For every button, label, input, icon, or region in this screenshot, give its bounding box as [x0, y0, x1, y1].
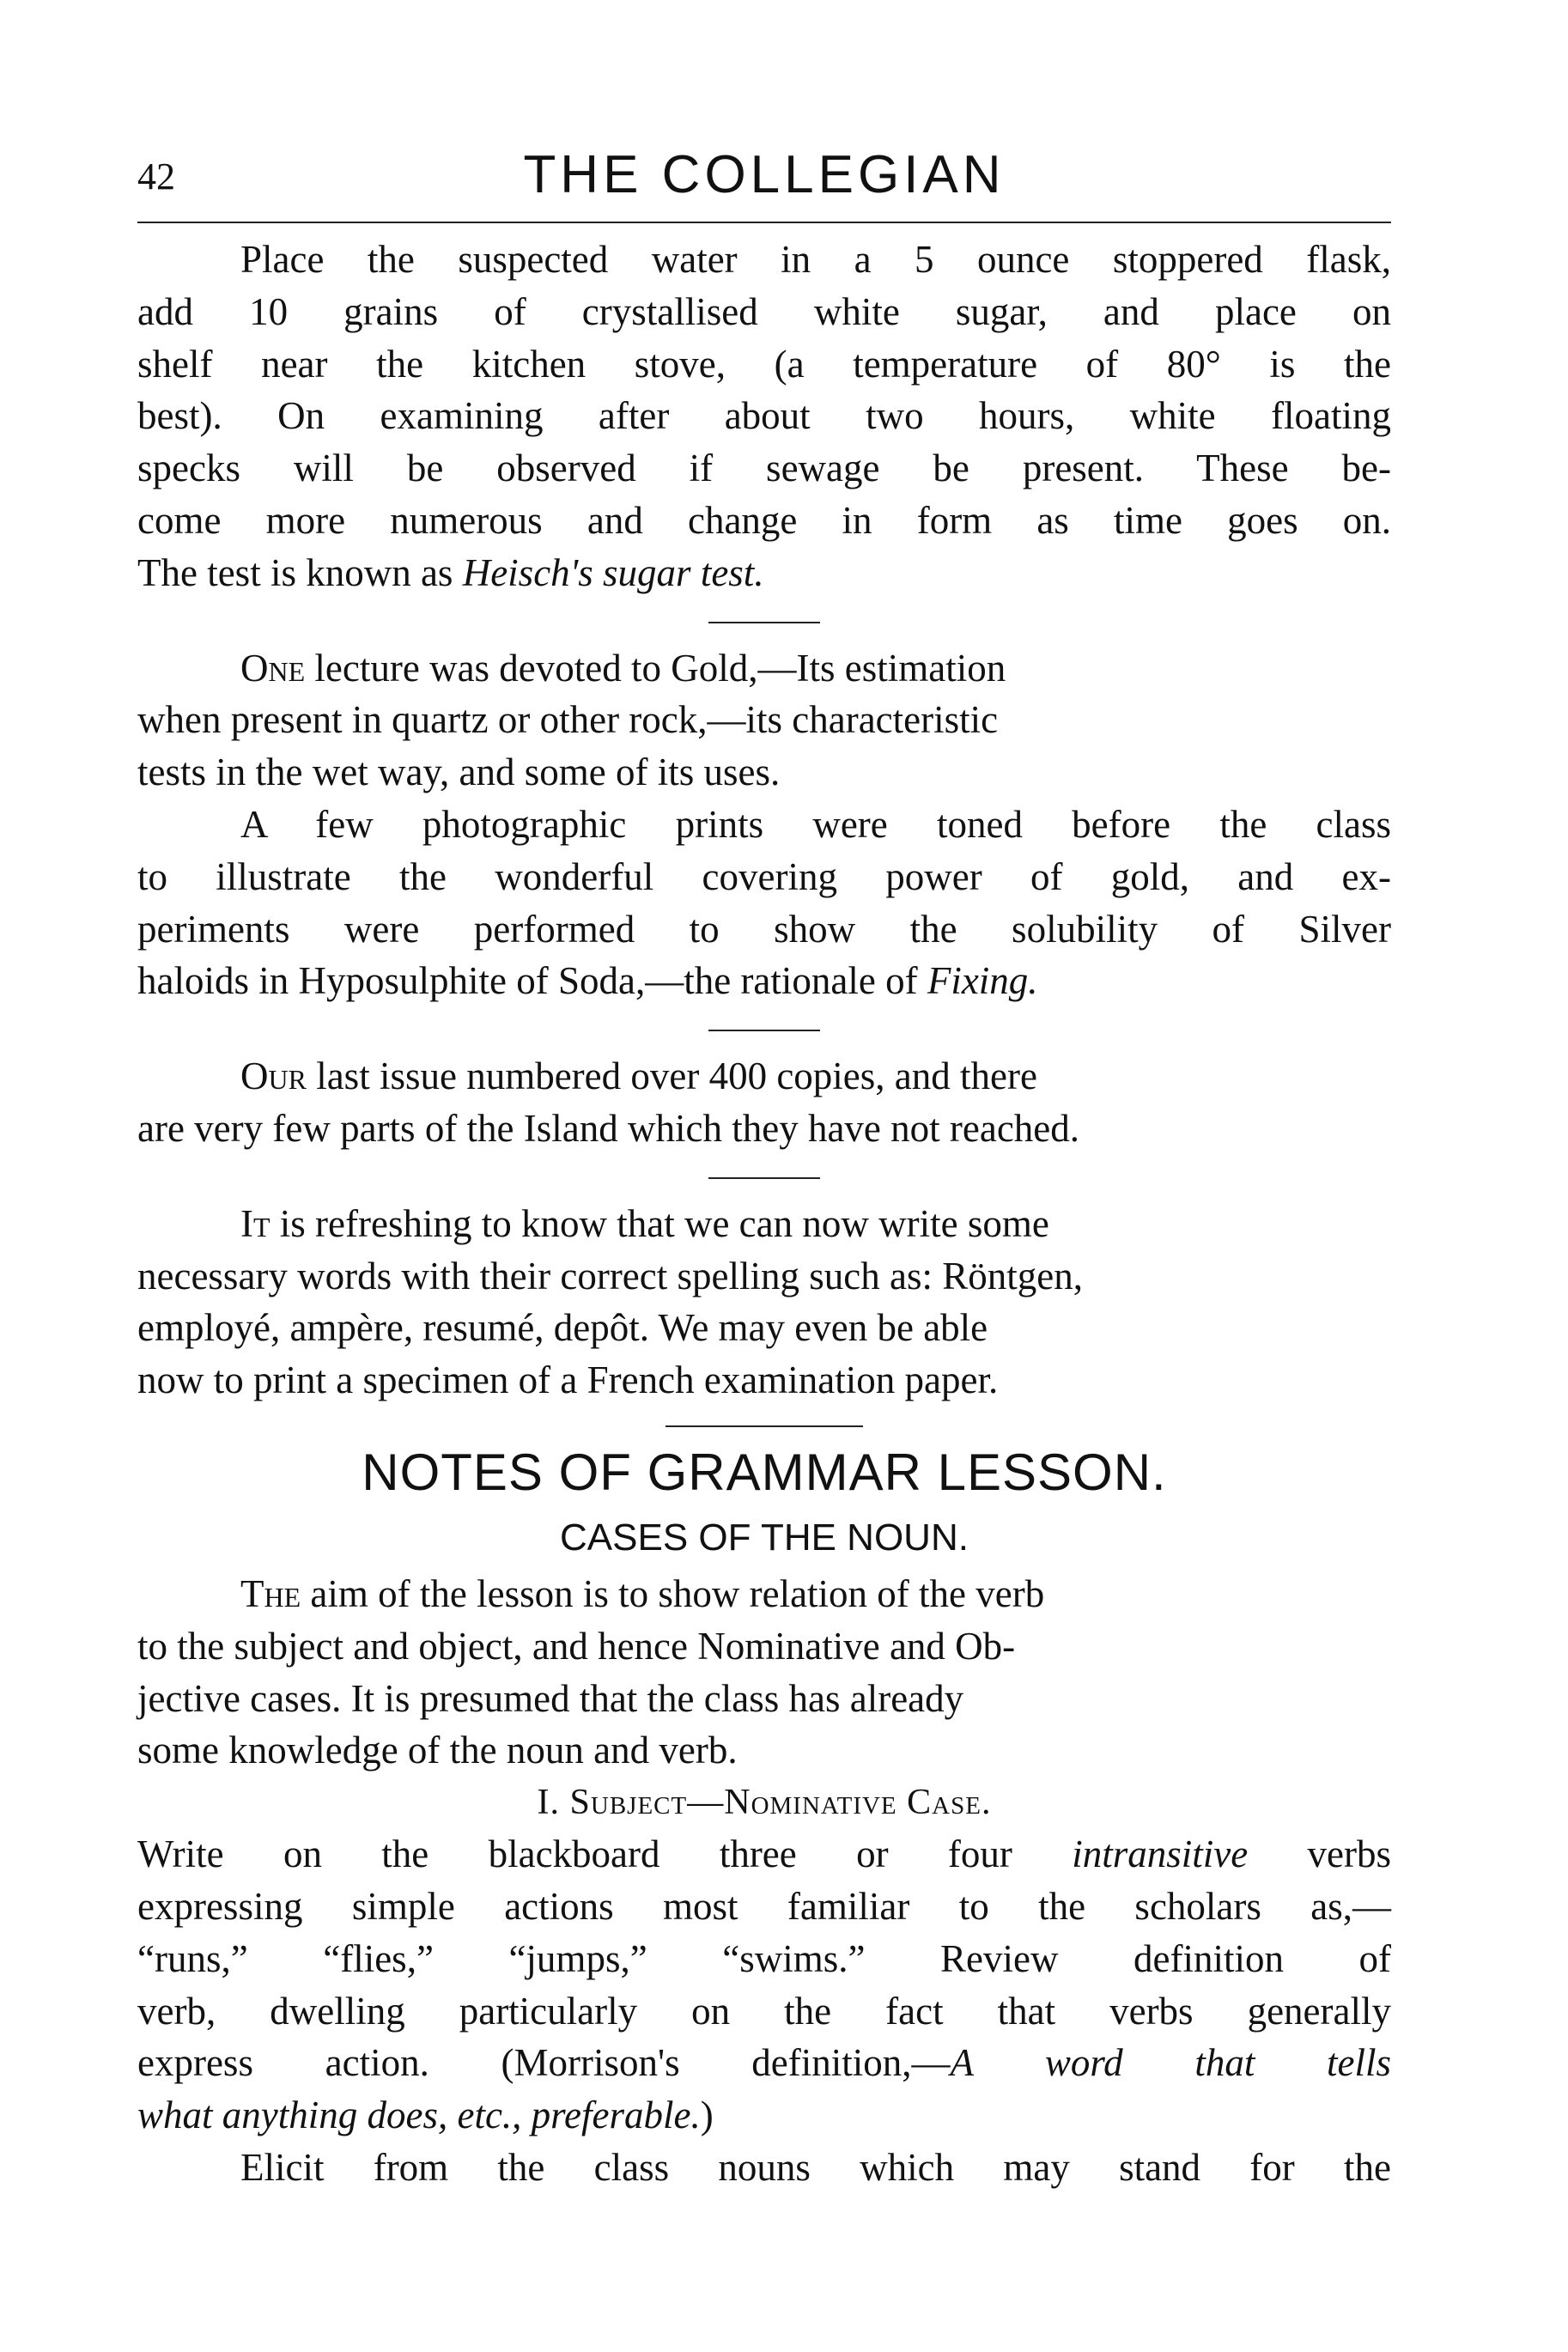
lead-word: One	[240, 646, 306, 690]
text-line: jective cases. It is presumed that the class has already	[137, 1676, 964, 1720]
verbs-last-line	[137, 2089, 1391, 2142]
text-line: haloids in Hyposulphite of Soda,—the rationale of	[137, 959, 927, 1003]
photographic-last-line	[137, 955, 1391, 1007]
text-line: expressing simple actions most familiar to the scholars as,—	[137, 1884, 1391, 1928]
intransitive-term: intransitive	[1072, 1832, 1249, 1876]
section-separator	[708, 622, 820, 623]
text-line: verb, dwelling particularly on the fact that verbs generally	[137, 1989, 1391, 2033]
text-line: express action. (Morrison's definition,—	[137, 2041, 951, 2085]
text-line: some knowledge of the noun and verb.	[137, 1729, 738, 1772]
photographic-paragraph	[137, 799, 1391, 955]
lead-word: Our	[240, 1054, 307, 1098]
text-line: lecture was devoted to Gold,—Its estimation	[305, 646, 1006, 690]
text-line: last issue numbered over 400 copies, and there	[306, 1054, 1037, 1098]
text-line: come more numerous and change in form as time goes on.	[137, 498, 1391, 542]
page-body	[137, 234, 1391, 2194]
text-line: “runs,” “flies,” “jumps,” “swims.” Review definition of	[137, 1936, 1391, 1980]
issue-paragraph	[137, 1050, 1391, 1155]
running-title: THE COLLEGIAN	[523, 145, 1006, 204]
lesson-title: NOTES OF GRAMMAR LESSON.	[362, 1443, 1167, 1501]
text-line: add 10 grains of crystallised white sugar, and place on	[137, 289, 1391, 333]
text-line: Elicit from the class nouns which may stand for the	[240, 2145, 1391, 2189]
text-line: aim of the lesson is to show relation of the verb	[301, 1571, 1045, 1615]
section-separator	[708, 1030, 820, 1031]
sugar-test-last-line	[137, 547, 1391, 599]
text-line: are very few parts of the Island which they have not reached.	[137, 1106, 1080, 1150]
test-name: Heisch's sugar test.	[462, 550, 764, 594]
text-line: is refreshing to know that we can now write some	[270, 1201, 1049, 1245]
text-line: periments were performed to show the solubility of Silver	[137, 907, 1391, 951]
fixing-term: Fixing.	[927, 959, 1038, 1003]
text-line: )	[700, 2094, 714, 2137]
elicit-paragraph	[137, 2142, 1391, 2194]
lead-word: It	[240, 1201, 270, 1245]
text-line: Place the suspected water in a 5 ounce stoppered flask,	[240, 238, 1391, 281]
gold-paragraph	[137, 642, 1391, 799]
text-line: verbs	[1248, 1832, 1391, 1876]
text-line: to illustrate the wonderful covering power of gold, and ex-	[137, 854, 1391, 898]
lesson-subtitle: CASES OF THE NOUN.	[560, 1516, 969, 1559]
text-line: when present in quartz or other rock,—its characteristic	[137, 698, 999, 742]
section-separator	[665, 1425, 863, 1427]
text-line: now to print a specimen of a French examination paper.	[137, 1358, 999, 1402]
definition-quote: what anything does, etc., preferable.	[137, 2094, 701, 2137]
text-line: shelf near the kitchen stove, (a temperature of 80° is the	[137, 342, 1391, 386]
text-line: employé, ampère, resumé, depôt. We may even be able	[137, 1306, 988, 1350]
section-separator	[708, 1177, 820, 1179]
text-line: A few photographic prints were toned before the class	[240, 802, 1391, 846]
page-header	[137, 144, 1391, 222]
text-line: to the subject and object, and hence Nominative and Ob-	[137, 1624, 1016, 1668]
lead-word: The	[240, 1571, 301, 1615]
header-rule	[137, 222, 1391, 223]
text-line: Write on the blackboard three or four	[137, 1832, 1073, 1876]
section-heading: I. Subject—Nominative Case.	[537, 1783, 992, 1823]
verbs-paragraph	[137, 1828, 1391, 2089]
text-line: necessary words with their correct spelling such as: Röntgen,	[137, 1254, 1083, 1298]
lesson-intro-paragraph	[137, 1568, 1391, 1777]
definition-quote: A word that tells	[950, 2041, 1392, 2085]
sugar-test-paragraph	[137, 234, 1391, 547]
text-line: best). On examining after about two hours, white floating	[137, 394, 1391, 438]
text-line: tests in the wet way, and some of its uses.	[137, 751, 781, 794]
page-number: 42	[137, 155, 175, 198]
text-line: The test is known as	[137, 550, 463, 594]
text-line: specks will be observed if sewage be present. These be-	[137, 447, 1391, 490]
spelling-paragraph	[137, 1198, 1391, 1407]
